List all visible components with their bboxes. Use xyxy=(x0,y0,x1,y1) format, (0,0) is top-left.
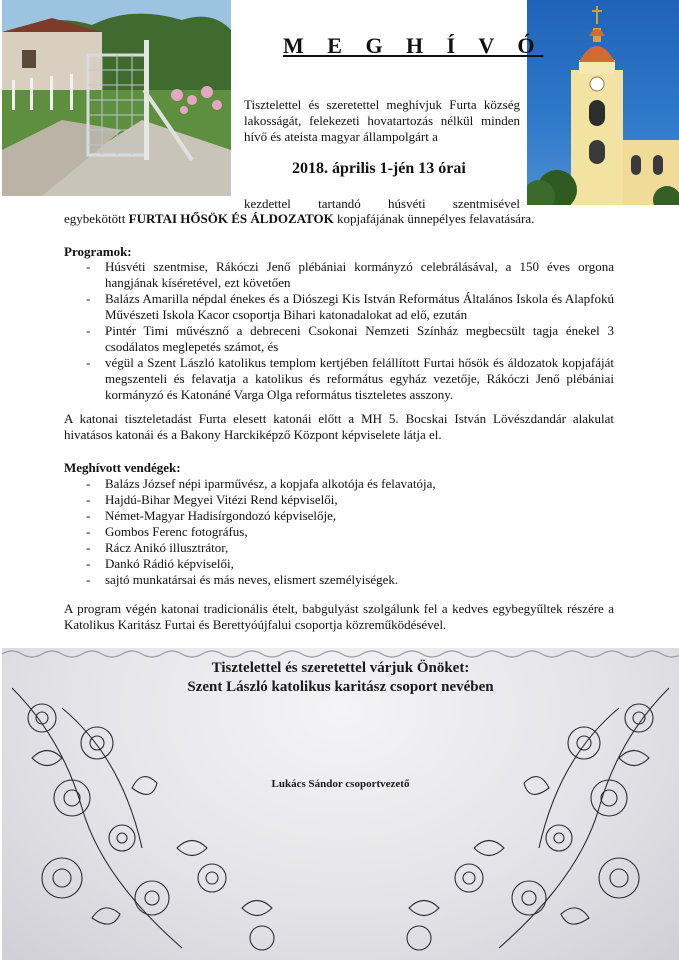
program-item: - végül a Szent László katolikus templom kertjében felállított Furtai hősök és áldozatok kopjafáját megszenteli és felavatja a katolikus és református egyház vezetője, Rákóczi Jenő plébániai kormányzó és Katonáné Varga Olga református tiszteletes asszony. xyxy=(64,355,614,403)
guest-item: - Balázs József népi iparművész, a kopjafa alkotója és felavatója, xyxy=(64,476,614,492)
guest-item: - sajtó munkatársai és más neves, elismert személyiségek. xyxy=(64,572,614,588)
closing-greeting: Tisztelettel és szeretettel várjuk Önöket: xyxy=(211,660,470,676)
guests-heading: Meghívott vendégek: xyxy=(64,460,181,475)
guest-item: - Dankó Rádió képviselői, xyxy=(64,556,614,572)
program-item: - Balázs Amarilla népdal énekes és a Diószegi Kis István Református Általános Iskola és Alapfokú Művészeti Iskola Kacor csoportja Bihari katonadalokat ad elő, ezután xyxy=(64,291,614,323)
invite-line-2-pre: egybekötött xyxy=(64,211,129,226)
guest-item: - Hajdú-Bihar Megyei Vitézi Rend képviselői, xyxy=(64,492,614,508)
guest-item: - Gombos Ferenc fotográfus, xyxy=(64,524,614,540)
invite-word: szentmisével xyxy=(452,196,520,211)
signature: Lukács Sándor csoportvezető xyxy=(271,778,410,790)
guest-item: - Rácz Anikó illusztrátor, xyxy=(64,540,614,556)
invite-word: kezdettel xyxy=(244,196,291,211)
military-paragraph: A katonai tiszteletadást Furta elesett katonái előtt a MH 5. Bocskai István Lövészdandár alakulat hivatásos katonái és a Bakony Harckiképző Központ képviselete látja el. xyxy=(64,411,614,442)
intro-paragraph: Tisztelettel és szeretettel meghívjuk Furta község lakosságát, felekezeti hovatartozás nélkül minden hívő és ateista magyar állampolgárt a xyxy=(244,97,520,144)
closing-group: Szent László katolikus karitász csoport nevében xyxy=(187,679,494,695)
program-item: - Pintér Timi művésznő a debreceni Csokonai Nemzeti Színház megbecsült tagja énekel 3 csodálatos meglepetés számot, és xyxy=(64,323,614,355)
program-item: - Húsvéti szentmise, Rákóczi Jenő plébániai kormányzó celebrálásával, a 150 éves orgona hangjának kíséretével, ezt követően xyxy=(64,259,614,291)
embroidered-cloth-image xyxy=(2,648,679,960)
gate-garden-photo xyxy=(2,0,231,196)
invite-line-2-post: kopjafájának ünnepélyes felavatására. xyxy=(333,211,535,226)
church-tower-photo xyxy=(527,0,679,205)
page-title: M E G H Í V Ó xyxy=(283,33,544,58)
event-date: 2018. április 1-jén 13 órai xyxy=(292,160,466,177)
invite-word: húsvéti xyxy=(388,196,426,211)
invite-line-1 xyxy=(244,196,520,212)
invite-line-2 xyxy=(64,211,624,227)
guest-item: - Német-Magyar Hadisírgondozó képviselője, xyxy=(64,508,614,524)
invite-word: tartandó xyxy=(318,196,361,211)
guests-list xyxy=(64,476,614,588)
programs-heading: Programok: xyxy=(64,244,132,259)
closing-paragraph: A program végén katonai tradicionális ételt, babgulyást szolgálunk fel a kedves egybegyűltek részére a Katolikus Karitász Furtai és Berettyóújfalui csoportja közreműködésével. xyxy=(64,601,614,632)
memorial-name: FURTAI HŐSÖK ÉS ÁLDOZATOK xyxy=(128,211,334,226)
programs-list xyxy=(64,259,614,403)
